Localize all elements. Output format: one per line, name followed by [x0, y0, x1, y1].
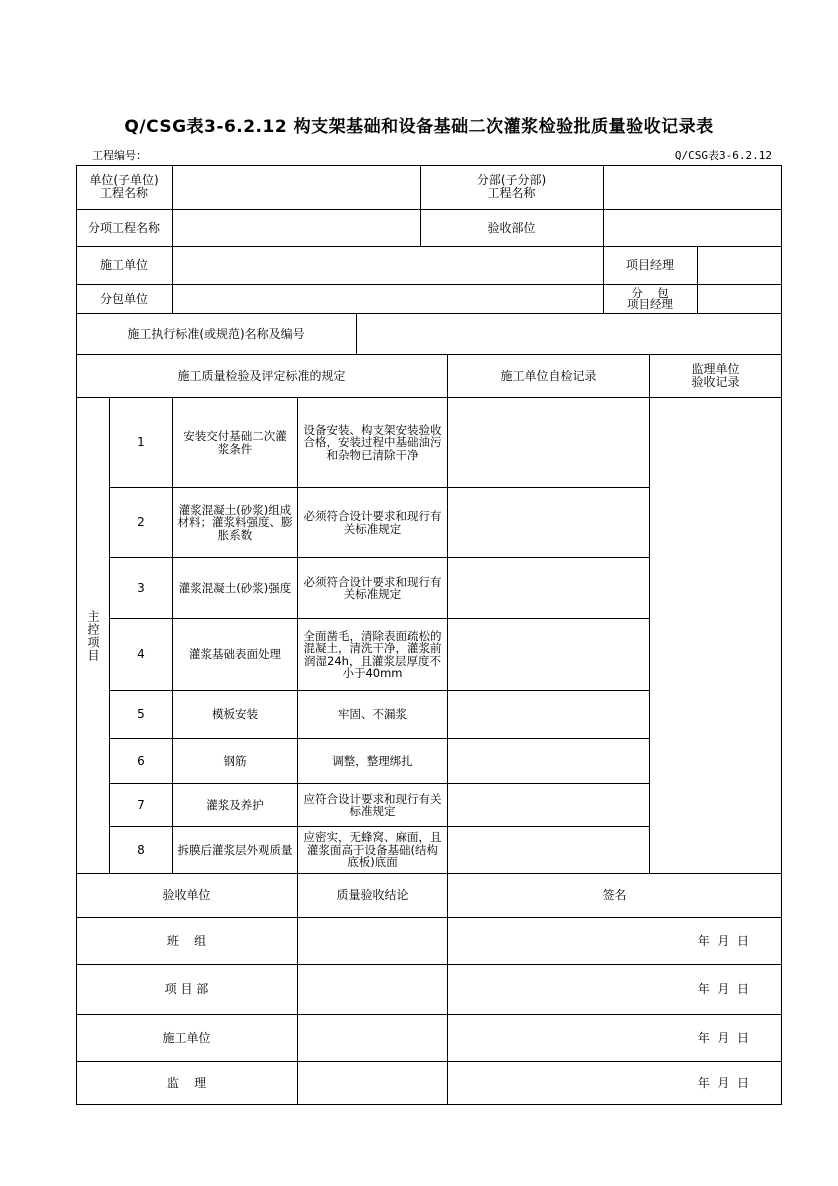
inspection-record-table: [76, 165, 782, 1105]
item-standard: 全面凿毛，清除表面疏松的混凝土，清洗干净，灌浆前润湿24h，且灌浆层厚度不小于40mm: [303, 628, 442, 680]
item-self-check-field[interactable]: [448, 784, 649, 826]
item-standard: 牢固、不漏浆: [338, 707, 407, 722]
project-number-label: 工程编号：: [92, 149, 147, 162]
main-control-label: 主控项目: [86, 609, 100, 662]
item-self-check-field[interactable]: [448, 739, 649, 783]
supervision-record-field[interactable]: [650, 398, 781, 873]
item-name: 钢筋: [223, 753, 247, 768]
item-name: 拆膜后灌浆层外观质量: [177, 842, 293, 857]
item-self-check-field[interactable]: [448, 827, 649, 873]
item-number: 6: [137, 753, 145, 768]
item-number: 7: [137, 797, 145, 812]
item-standard: 应符合设计要求和现行有关标准规定: [303, 791, 442, 818]
sub-item-label: 分项工程名称: [87, 220, 160, 235]
project-dept-conclusion-field[interactable]: [298, 965, 447, 1014]
item-number: 8: [137, 842, 145, 857]
sub-project-manager-label: 分 包 项目经理: [627, 286, 673, 311]
acceptance-unit-header: 验收单位: [162, 888, 211, 902]
item-standard: 应密实，无蜂窝、麻面，且灌浆面高于设备基础(结构底板)底面: [303, 830, 442, 870]
supervision-date[interactable]: 年 月 日: [697, 1075, 749, 1090]
supervision-column-header: 监理单位 验收记录: [691, 362, 740, 389]
sub-part-field[interactable]: [604, 165, 781, 209]
standard-field[interactable]: [357, 314, 781, 354]
item-name: 灌浆混凝土(砂浆)组成材料；灌浆料强度、膨胀系数: [177, 502, 293, 542]
item-number: 2: [137, 515, 145, 529]
project-manager-field[interactable]: [698, 247, 781, 284]
item-number: 1: [137, 435, 145, 449]
spec-column-header: 施工质量检验及评定标准的规定: [177, 368, 346, 383]
construction-unit-conclusion-field[interactable]: [298, 1015, 447, 1061]
unit-name-field[interactable]: [173, 165, 420, 209]
construction-unit-field[interactable]: [173, 247, 603, 284]
item-number: 3: [137, 580, 145, 595]
team-date[interactable]: 年 月 日: [697, 933, 749, 948]
conclusion-header: 质量验收结论: [336, 888, 409, 902]
item-standard: 设备安装、构支架安装验收合格，安装过程中基础油污和杂物已清除干净: [303, 422, 442, 462]
item-name: 灌浆及养护: [206, 797, 264, 812]
item-self-check-field[interactable]: [448, 398, 649, 487]
project-dept-date[interactable]: 年 月 日: [697, 982, 749, 996]
item-name: 模板安装: [212, 707, 258, 722]
accept-part-label: 验收部位: [487, 220, 536, 235]
team-conclusion-field[interactable]: [298, 918, 447, 964]
item-self-check-field[interactable]: [448, 619, 649, 690]
item-name: 安装交付基础二次灌浆条件: [183, 429, 287, 456]
project-manager-label: 项目经理: [625, 258, 674, 272]
signature-header: 签名: [602, 888, 627, 902]
item-self-check-field[interactable]: [448, 558, 649, 618]
team-label: 班 组: [166, 933, 207, 948]
item-self-check-field[interactable]: [448, 691, 649, 738]
item-self-check-field[interactable]: [448, 488, 649, 557]
project-dept-label: 项 目 部: [164, 982, 209, 996]
page-title: Q/CSG表3-6.2.12 构支架基础和设备基础二次灌浆检验批质量验收记录表: [124, 117, 714, 137]
item-name: 灌浆基础表面处理: [189, 647, 281, 662]
sub-item-field[interactable]: [173, 210, 420, 246]
construction-unit-date[interactable]: 年 月 日: [697, 1030, 749, 1045]
unit-name-label: 单位(子单位) 工程名称: [89, 173, 159, 200]
construction-unit-sign-label: 施工单位: [162, 1030, 211, 1045]
form-code: Q/CSG表3-6.2.12: [674, 149, 772, 162]
sub-part-label: 分部(子分部) 工程名称: [476, 173, 547, 200]
item-standard: 必须符合设计要求和现行有关标准规定: [303, 509, 442, 536]
supervision-conclusion-field[interactable]: [298, 1062, 447, 1104]
subcontract-unit-field[interactable]: [173, 285, 603, 313]
item-standard: 调整，整理绑扎: [332, 753, 413, 768]
item-number: 4: [137, 647, 145, 661]
supervision-sign-label: 监 理: [166, 1075, 207, 1090]
accept-part-field[interactable]: [604, 210, 781, 246]
item-number: 5: [137, 707, 145, 721]
item-name: 灌浆混凝土(砂浆)强度: [178, 580, 292, 595]
sub-project-manager-field[interactable]: [698, 285, 781, 313]
self-check-column-header: 施工单位自检记录: [500, 368, 597, 383]
standard-label: 施工执行标准(或规范)名称及编号: [127, 326, 305, 341]
subcontract-unit-label: 分包单位: [99, 291, 148, 306]
construction-unit-label: 施工单位: [99, 258, 148, 272]
item-standard: 必须符合设计要求和现行有关标准规定: [303, 574, 442, 601]
